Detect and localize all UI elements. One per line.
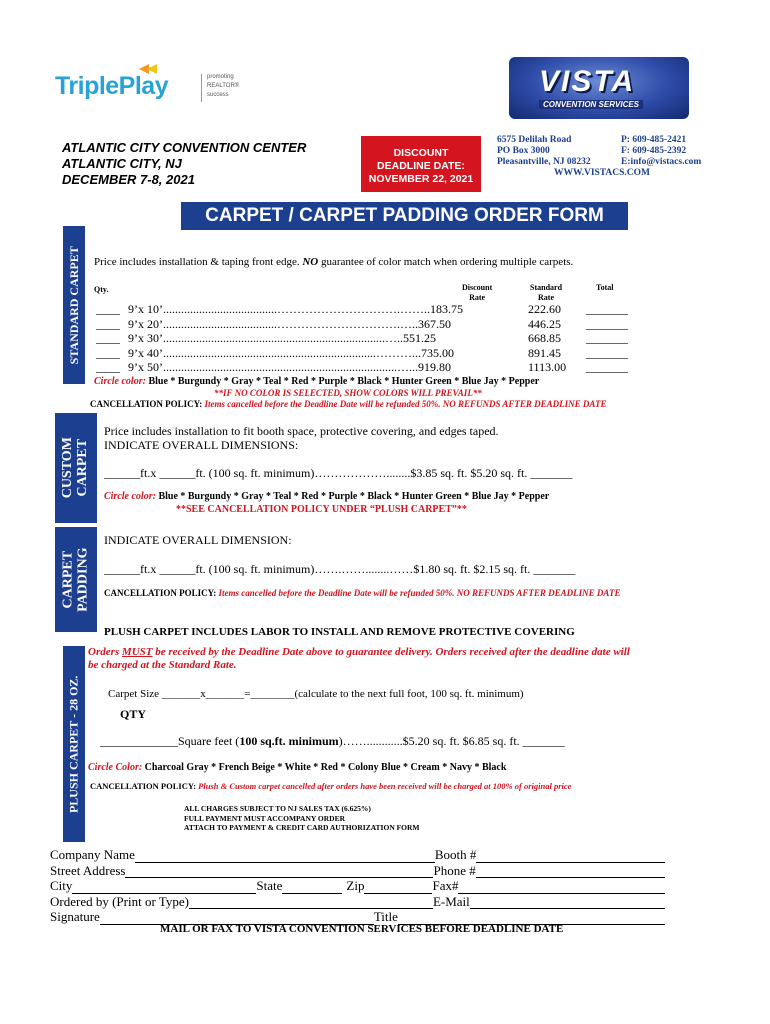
qty-header: Qty. — [94, 285, 109, 294]
contact-website: WWW.VISTACS.COM — [553, 168, 651, 178]
custom-color-line — [104, 491, 549, 502]
tripleplay-logo — [55, 62, 255, 110]
plush-cancellation: CANCELLATION POLICY: Plush & Custom carpet cancelled after orders have been received will be charged at 100% of original price — [90, 781, 572, 791]
standard-intro: Price includes installation & taping front edge. NO guarantee of color match when ordering multiple carpets. — [94, 256, 574, 268]
table-row — [96, 302, 646, 317]
padding-intro: INDICATE OVERALL DIMENSION: — [104, 533, 292, 547]
contact-email: E:info@vistacs.com — [621, 157, 702, 167]
street-address-label: Street Address — [50, 862, 126, 878]
plush-heading: PLUSH CARPET INCLUDES LABOR TO INSTALL AND REMOVE PROTECTIVE COVERING — [104, 626, 575, 638]
custom-carpet-band — [55, 413, 97, 523]
vista-logo — [509, 57, 689, 119]
contact-address-2: PO Box 3000 — [497, 146, 550, 156]
event-info — [62, 140, 306, 188]
contact-address-1: 6575 Delilah Road — [497, 135, 572, 145]
signature-label: Signature — [50, 909, 100, 924]
plush-color-line — [88, 762, 506, 773]
circle-color-label: Circle Color: — [88, 762, 145, 773]
tripleplay-tagline-1: promoting — [207, 74, 234, 80]
event-dates: DECEMBER 7-8, 2021 — [62, 172, 195, 187]
phone-field[interactable] — [476, 866, 665, 878]
fax-field[interactable] — [458, 882, 665, 894]
plush-size-line[interactable]: Carpet Size _______x_______=________(calculate to the next full foot, 100 sq. ft. minimum) — [108, 688, 524, 700]
custom-carpet-band-label: CUSTOM CARPET — [60, 437, 91, 499]
ordered-by-field[interactable] — [189, 897, 433, 909]
standard-cancellation: CANCELLATION POLICY: Items cancelled before the Deadline Date will be refunded 50%. NO REFUNDS AFTER DEADLINE DATE — [90, 399, 607, 409]
event-city: ATLANTIC CITY, NJ — [62, 156, 182, 171]
discount-rate-header: Discount Rate — [462, 283, 493, 302]
table-row — [96, 346, 646, 361]
total-blank[interactable]: _______ — [586, 302, 628, 316]
street-address-field[interactable] — [125, 866, 433, 878]
see-cancellation-note: **SEE CANCELLATION POLICY UNDER “PLUSH CARPET”** — [176, 504, 467, 515]
plush-carpet-band-label: PLUSH CARPET - 28 OZ. — [66, 675, 81, 813]
qty-blank[interactable]: ____ — [96, 316, 120, 331]
total-blank[interactable]: _______ — [586, 331, 628, 345]
standard-rate: 1113.00 — [528, 360, 567, 374]
size-and-discount: 9’x 20’......................................………………………….…..367.50 — [128, 316, 451, 331]
standard-carpet-band — [63, 226, 85, 384]
total-header: Total — [596, 283, 614, 292]
total-blank[interactable]: _______ — [586, 316, 628, 331]
state-label: State — [256, 878, 283, 893]
deadline-box — [361, 136, 481, 192]
standard-rate: 891.45 — [528, 345, 561, 360]
no-color-note: **IF NO COLOR IS SELECTED, SHOW COLORS WILL PREVAIL** — [214, 388, 482, 398]
order-fields — [50, 847, 665, 925]
table-row — [96, 317, 646, 332]
contact-address-3: Pleasantville, NJ 08232 — [497, 157, 591, 167]
plush-color-options[interactable]: Charcoal Gray * French Beige * White * Red * Colony Blue * Cream * Navy * Black — [144, 762, 507, 773]
state-field[interactable] — [282, 882, 342, 894]
event-venue: ATLANTIC CITY CONVENTION CENTER — [62, 140, 307, 155]
plush-qty-label: QTY — [120, 707, 147, 721]
booth-label: Booth # — [434, 847, 477, 862]
size-and-discount: 9’x 30’..........................................................................…..551.25 — [128, 331, 436, 345]
total-blank[interactable]: _______ — [586, 345, 628, 360]
charges-notes: ALL CHARGES SUBJECT TO NJ SALES TAX (6.625%) FULL PAYMENT MUST ACCOMPANY ORDER ATTACH TO PAYMENT & CREDIT CARD AUTHORIZATION FORM — [184, 804, 420, 832]
contact-phone: P: 609-485-2421 — [621, 135, 687, 145]
custom-color-options[interactable]: Blue * Burgundy * Gray * Teal * Red * Purple * Black * Hunter Green * Blue Jay * Pepper — [155, 491, 550, 502]
deadline-line-1: DISCOUNT — [393, 147, 449, 159]
no-guarantee-emphasis: NO — [302, 256, 319, 268]
custom-intro: Price includes installation to fit booth space, protective covering, and edges taped. INDICATE OVERALL DIMENSIONS: — [104, 424, 499, 452]
deadline-line-3: NOVEMBER 22, 2021 — [368, 173, 474, 185]
carpet-padding-band-label: CARPET PADDING — [60, 547, 91, 612]
padding-cancellation: CANCELLATION POLICY: Items cancelled before the Deadline Date will be refunded 50%. NO REFUNDS AFTER DEADLINE DATE — [104, 588, 621, 598]
custom-dimensions-line[interactable]: ______ft.x ______ft. (100 sq. ft. minimum)………………........$3.85 sq. ft. $5.20 sq. ft. _______ — [104, 466, 573, 480]
vista-logo-subtitle: CONVENTION SERVICES — [539, 100, 643, 109]
plush-orders-note: Orders MUST be received by the Deadline Date above to guarantee delivery. Orders received after the deadline date will be charged at the Standard Rate. — [88, 646, 630, 671]
email-field[interactable] — [470, 897, 665, 909]
qty-blank[interactable]: ____ — [96, 331, 120, 345]
zip-label: Zip — [346, 878, 365, 893]
carpet-padding-band — [55, 527, 97, 632]
standard-rate: 446.25 — [528, 316, 561, 331]
form-title-text: CARPET / CARPET PADDING ORDER FORM — [205, 205, 604, 226]
standard-rate-header: Standard Rate — [530, 283, 563, 302]
standard-rate: 222.60 — [528, 302, 561, 316]
deadline-line-2: DEADLINE DATE: — [377, 160, 465, 172]
qty-blank[interactable]: ____ — [96, 360, 120, 374]
email-label: E-Mail — [432, 893, 470, 909]
footer-instruction: MAIL OR FAX TO VISTA CONVENTION SERVICES BEFORE DEADLINE DATE — [160, 923, 564, 935]
size-and-discount: 9’x 50’..............................................................................…...919.80 — [128, 360, 451, 374]
vista-logo-name: VISTA — [539, 65, 636, 98]
circle-color-label: Circle color: — [104, 491, 156, 502]
tripleplay-tagline-2: REALTOR® — [207, 83, 240, 89]
form-title — [181, 202, 628, 230]
fax-label: Fax# — [432, 878, 459, 893]
phone-label: Phone # — [433, 862, 476, 878]
company-name-label: Company Name — [50, 847, 135, 862]
padding-dimensions-line[interactable]: ______ft.x ______ft. (100 sq. ft. minimum)…….……........……$1.80 sq. ft. $2.15 sq. ft. _______ — [104, 562, 576, 576]
size-and-discount: 9’x 10’......................................………………………….……..183.75 — [128, 302, 463, 316]
city-label: City — [50, 878, 73, 893]
size-and-discount: 9’x 40’.......................................................................………...735.00 — [128, 345, 454, 360]
plush-sqft-line[interactable]: _____________Square feet (100 sq.ft. minimum)……............$5.20 sq. ft. $6.85 sq. ft. _______ — [100, 734, 565, 748]
title-label: Title — [373, 909, 398, 924]
tripleplay-logo-name: TriplePlay — [55, 72, 169, 100]
table-row — [96, 360, 646, 375]
qty-blank[interactable]: ____ — [96, 345, 120, 360]
qty-blank[interactable]: ____ — [96, 302, 120, 316]
standard-carpet-band-label: STANDARD CARPET — [66, 245, 81, 365]
table-row — [96, 331, 646, 346]
zip-field[interactable] — [364, 882, 432, 894]
total-blank[interactable]: _______ — [586, 360, 628, 374]
standard-rows — [96, 302, 646, 375]
standard-rate: 668.85 — [528, 331, 561, 345]
city-field[interactable] — [72, 882, 256, 894]
ordered-by-label: Ordered by (Print or Type) — [50, 893, 189, 909]
circle-color-label: Circle color: — [94, 376, 146, 387]
booth-field[interactable] — [476, 851, 665, 863]
tripleplay-tagline-3: success — [207, 92, 229, 98]
contact-block — [497, 135, 717, 179]
plush-carpet-band — [63, 646, 85, 842]
standard-color-line — [94, 376, 539, 387]
company-name-field[interactable] — [135, 851, 435, 863]
contact-fax: F: 609-485-2392 — [621, 146, 687, 156]
standard-color-options[interactable]: Blue * Burgundy * Gray * Teal * Red * Purple * Black * Hunter Green * Blue Jay * Pepper — [145, 376, 540, 387]
